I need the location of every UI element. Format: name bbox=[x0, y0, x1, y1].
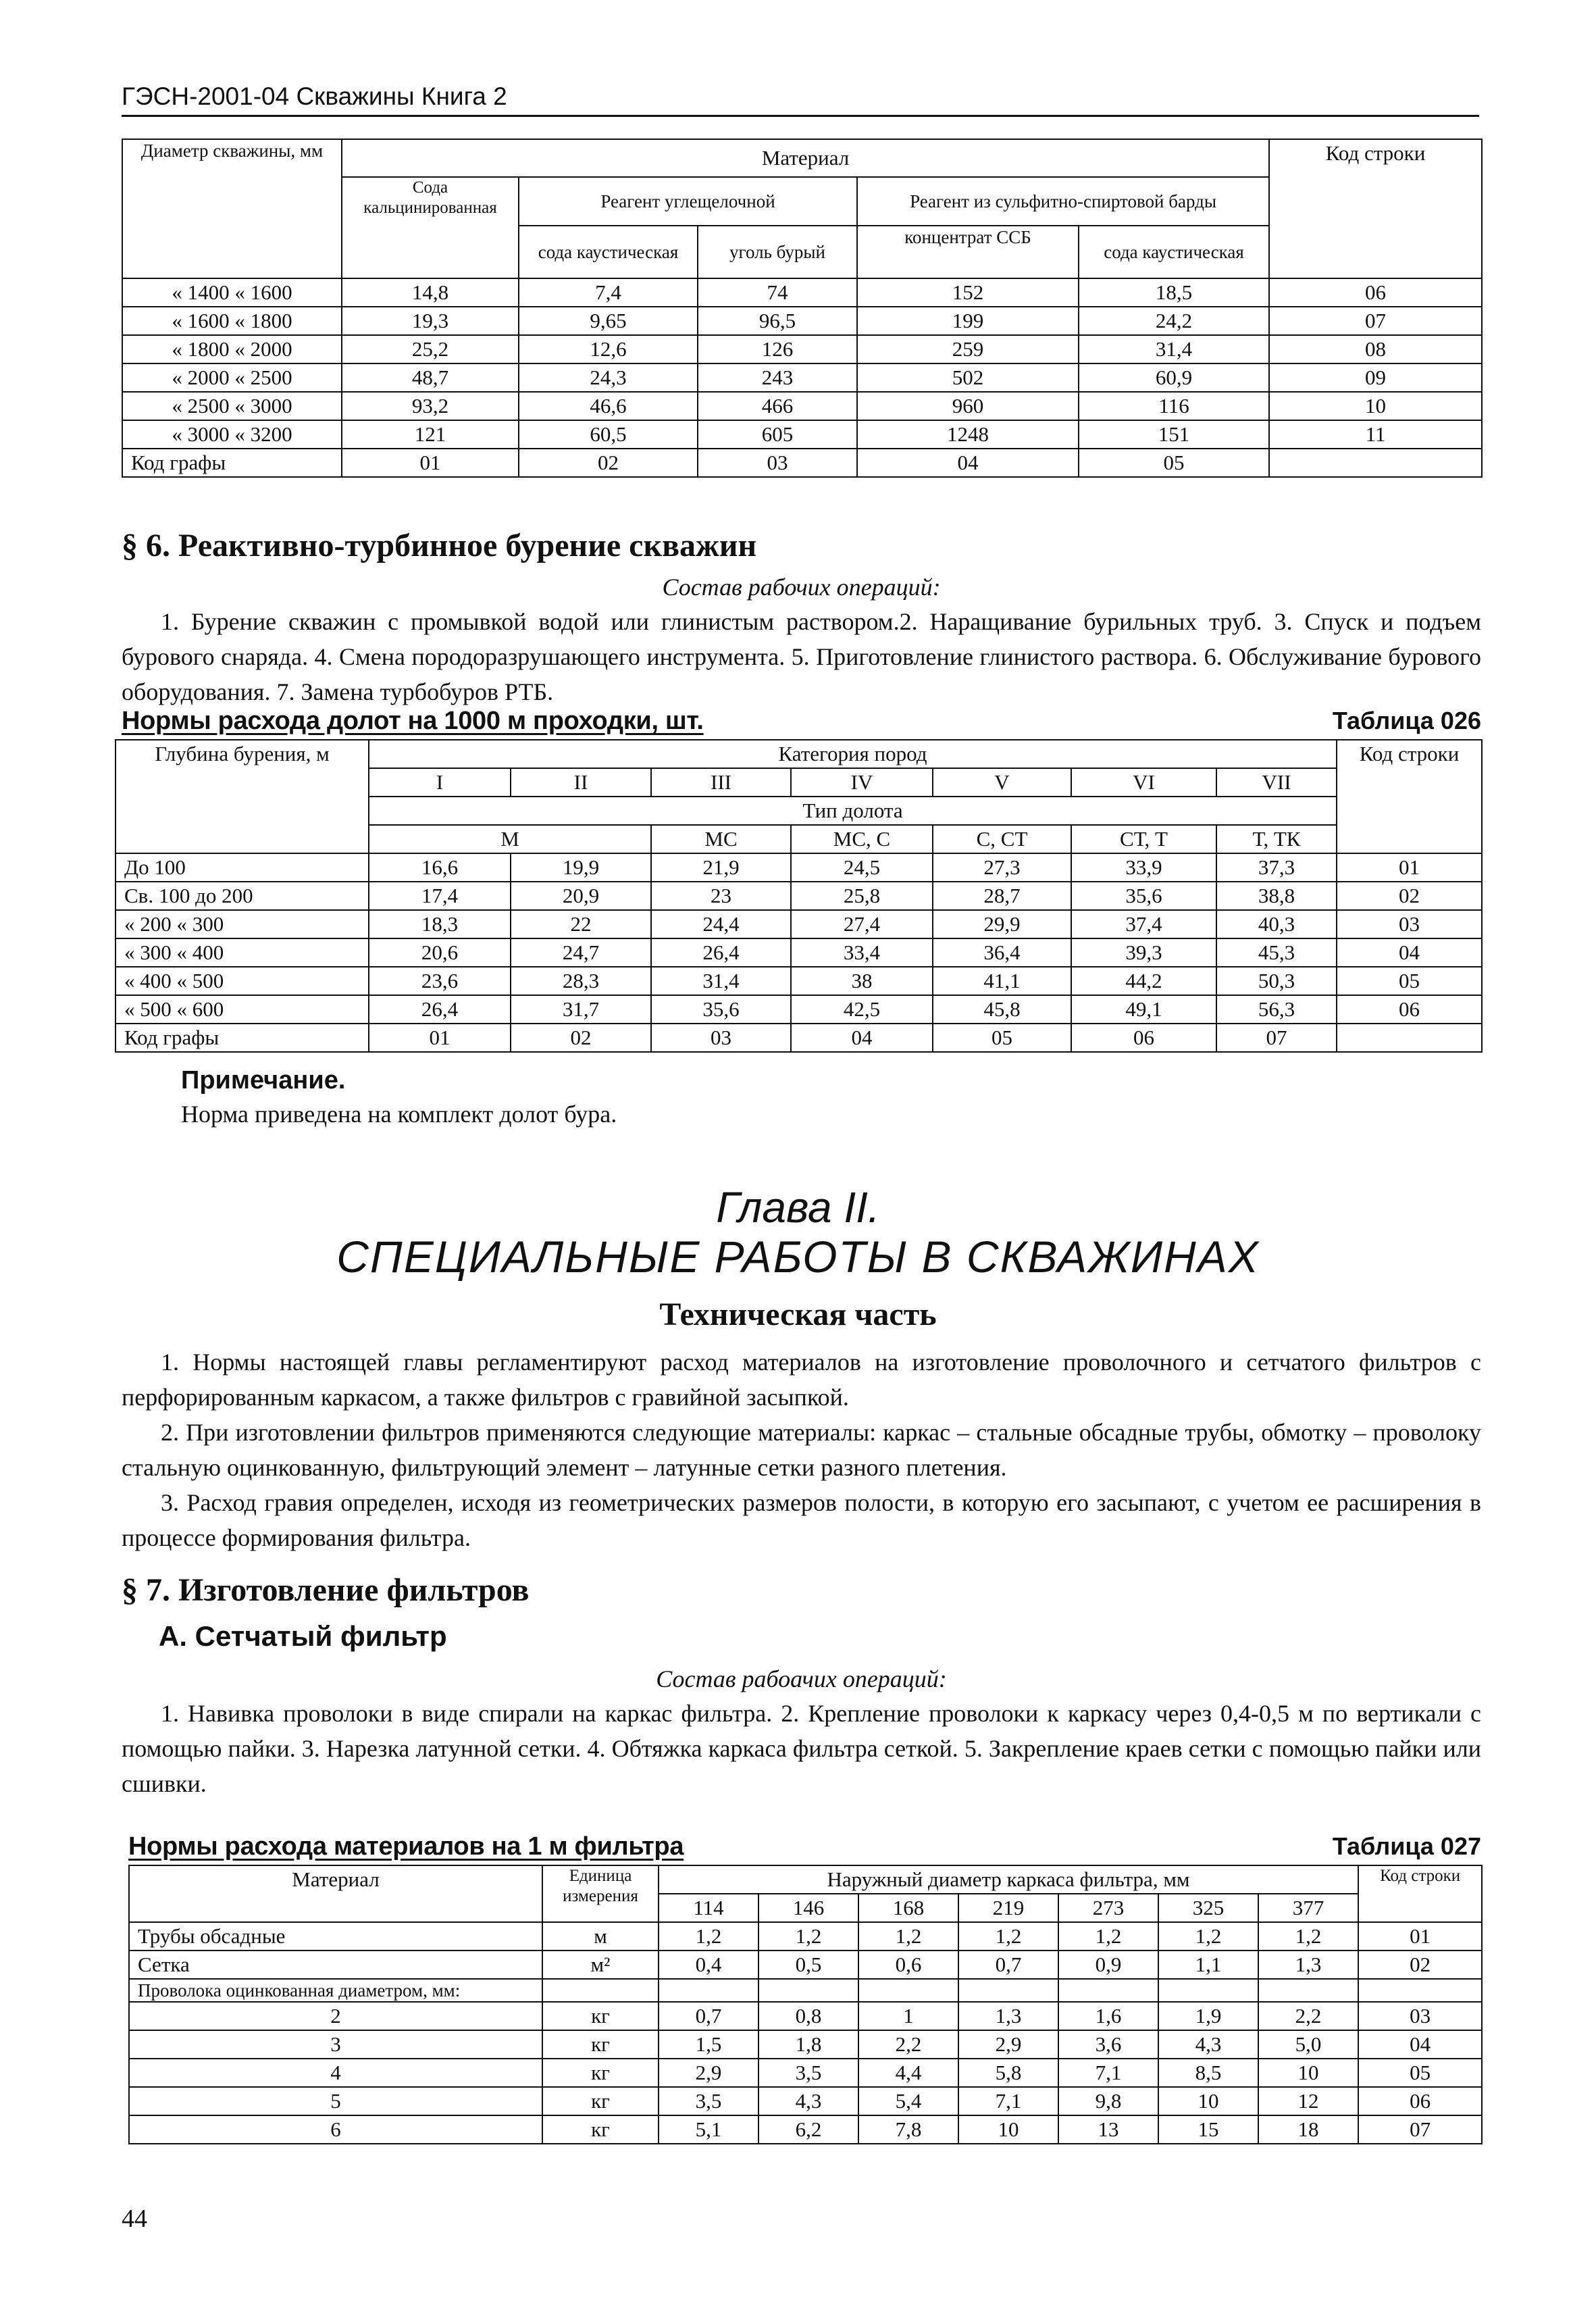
cat-III: III bbox=[651, 768, 791, 797]
table-026-caption: Нормы расхода долот на 1000 м проходки, шт. bbox=[122, 707, 704, 735]
section-7-ops-title: Состав рабоачих операций: bbox=[656, 1665, 947, 1692]
type-ms-s: МС, С bbox=[791, 825, 933, 853]
technical-part-title: Техническая часть bbox=[659, 1297, 937, 1332]
chapter-title: СПЕЦИАЛЬНЫЕ РАБОТЫ В СКВАЖИНАХ bbox=[336, 1232, 1260, 1282]
section-6-title: § 6. Реактивно-турбинное бурение скважин bbox=[122, 528, 757, 563]
table-027-number: Таблица 027 bbox=[1332, 1832, 1481, 1860]
section-6-ops-text: 1. Бурение скважин с промывкой водой или глинистым раствором.2. Наращивание бурильных труб. 3. Спуск и подъем бурового снаряда. 4. Смена породоразрушающего инструмента. 5. Приготовление глинистого раствора. 6. Обслуживание бурового оборудования. 7. Замена турбобуров РТБ. bbox=[122, 608, 1481, 705]
header-reagent-sulf: Реагент из сульфитно-спиртовой барды bbox=[857, 177, 1269, 226]
header-row-code: Код строки bbox=[1269, 139, 1482, 278]
note-title: Примечание. bbox=[181, 1066, 346, 1095]
chapter-number: Глава II. bbox=[716, 1183, 880, 1232]
table-row: « 1400 « 1600 14,8 7,4 74 152 18,5 06 bbox=[122, 278, 1482, 307]
table-row: 6 кг 5,1 6,2 7,8 10 13 15 18 07 bbox=[129, 2115, 1482, 2144]
header-konc: концентрат ССБ bbox=[857, 226, 1079, 278]
header-material: Материал bbox=[129, 1865, 542, 1922]
table-row-column-codes: Код графы 01 02 03 04 05 06 07 bbox=[115, 1024, 1482, 1052]
table-row-column-codes: Код графы 01 02 03 04 05 bbox=[122, 449, 1482, 477]
table-row: « 300 « 400 20,6 24,7 26,4 33,4 36,4 39,3 45,3 04 bbox=[115, 938, 1482, 967]
tech-paragraph-2: 2. При изготовлении фильтров применяются следующие материалы: каркас – стальные обсадные трубы, обмотку – проволоку стальную оцинкованную, фильтрующий элемент – латунные сетки разного плетения. bbox=[122, 1419, 1481, 1481]
table-027: Материал Единица измерения Наружный диаметр каркаса фильтра, мм Код строки 114 146 168 219 273 325 377 Трубы обсадные м 1,2 1,2 1,2 1,2 1,2 1,2 1,2 01 Сетка м² 0,4 0,5 0,6 0,7 0,9 1,1 1,3 02 Проволока оцинкованная диаметром, мм: 2 кг 0,7 0,8 1 1,3 1,6 1,9 2,2 03 3 кг 1,5 1,8 2,2 2,9 3,6 4,3 5,0 04 4 кг 2,9 3,5 4,4 5,8 7,1 8,5 10 05 5 кг 3,5 4,3 5,4 7,1 9,8 10 12 06 6 кг 5,1 6,2 7,8 10 13 15 18 07 bbox=[128, 1865, 1483, 2144]
running-header: ГЭСН-2001-04 Скважины Книга 2 bbox=[122, 82, 1479, 117]
type-m: М bbox=[369, 825, 651, 853]
table-row: « 200 « 300 18,3 22 24,4 27,4 29,9 37,4 40,3 03 bbox=[115, 910, 1482, 938]
header-reagent-ugl: Реагент углещелочной bbox=[519, 177, 857, 226]
table-026 bbox=[115, 739, 1483, 1053]
cat-II: II bbox=[511, 768, 651, 797]
header-soda-kaust-2: сода каустическая bbox=[1079, 226, 1269, 278]
type-ms: МС bbox=[651, 825, 791, 853]
table-row: Св. 100 до 200 17,4 20,9 23 25,8 28,7 35,6 38,8 02 bbox=[115, 882, 1482, 910]
table-row: « 1600 « 1800 19,3 9,65 96,5 199 24,2 07 bbox=[122, 307, 1482, 335]
header-diameter: Диаметр скважины, мм bbox=[122, 139, 342, 278]
type-st-t: СТ, Т bbox=[1071, 825, 1216, 853]
section-7-ops-text: 1. Навивка проволоки в виде спирали на каркас фильтра. 2. Крепление проволоки к каркасу через 0,4-0,5 м по вертикали с помощью пайки. 3. Нарезка латунной сетки. 4. Обтяжка каркаса фильтра сеткой. 5. Закрепление краев сетки с помощью пайки или сшивки. bbox=[122, 1700, 1481, 1797]
header-soda-kaust: сода каустическая bbox=[519, 226, 698, 278]
cat-V: V bbox=[933, 768, 1071, 797]
table-drill-materials-continued bbox=[122, 139, 1483, 478]
section-7-title: § 7. Изготовление фильтров bbox=[122, 1572, 530, 1608]
type-s-st: С, СТ bbox=[933, 825, 1071, 853]
table-row: « 500 « 600 26,4 31,7 35,6 42,5 45,8 49,1 56,3 06 bbox=[115, 995, 1482, 1024]
table-row: « 2500 « 3000 93,2 46,6 466 960 116 10 bbox=[122, 392, 1482, 420]
section-7-subsection-a: А. Сетчатый фильтр bbox=[159, 1620, 447, 1652]
tech-paragraph-3: 3. Расход гравия определен, исходя из геометрических размеров полости, в которую его засыпают, с учетом ее расширения в процессе формирования фильтра. bbox=[122, 1489, 1481, 1551]
header-row-code: Код строки bbox=[1358, 1865, 1482, 1922]
header-soda-kalc: Сода кальцинированная bbox=[342, 177, 519, 278]
table-row: Сетка м² 0,4 0,5 0,6 0,7 0,9 1,1 1,3 02 bbox=[129, 1951, 1482, 1979]
table-026-number: Таблица 026 bbox=[1332, 707, 1481, 734]
header-row-code: Код строки bbox=[1337, 740, 1482, 853]
note-text: Норма приведена на комплект долот бура. bbox=[181, 1101, 617, 1128]
page-number: 44 bbox=[122, 2205, 147, 2233]
table-row: « 1800 « 2000 25,2 12,6 126 259 31,4 08 bbox=[122, 335, 1482, 363]
table-row: До 100 16,6 19,9 21,9 24,5 27,3 33,9 37,3 01 bbox=[115, 853, 1482, 882]
table-row-wire-label: Проволока оцинкованная диаметром, мм: bbox=[129, 1979, 1482, 2002]
type-t-tk: Т, ТК bbox=[1216, 825, 1337, 853]
header-ugol: уголь бурый bbox=[698, 226, 857, 278]
table-027-caption: Нормы расхода материалов на 1 м фильтра bbox=[128, 1832, 684, 1861]
cat-I: I bbox=[369, 768, 511, 797]
cat-IV: IV bbox=[791, 768, 933, 797]
header-depth: Глубина бурения, м bbox=[115, 740, 369, 853]
section-6-ops-title: Состав рабочих операций: bbox=[662, 574, 941, 601]
table-row: 2 кг 0,7 0,8 1 1,3 1,6 1,9 2,2 03 bbox=[129, 2002, 1482, 2030]
table-row: 3 кг 1,5 1,8 2,2 2,9 3,6 4,3 5,0 04 bbox=[129, 2030, 1482, 2059]
cat-VII: VII bbox=[1216, 768, 1337, 797]
table-row: 4 кг 2,9 3,5 4,4 5,8 7,1 8,5 10 05 bbox=[129, 2059, 1482, 2087]
header-bit-type: Тип долота bbox=[369, 797, 1337, 825]
cat-VI: VI bbox=[1071, 768, 1216, 797]
header-outer-diameter: Наружный диаметр каркаса фильтра, мм bbox=[659, 1865, 1358, 1894]
table-row: « 3000 « 3200 121 60,5 605 1248 151 11 bbox=[122, 420, 1482, 449]
header-material: Материал bbox=[342, 139, 1269, 177]
table-row: « 2000 « 2500 48,7 24,3 243 502 60,9 09 bbox=[122, 363, 1482, 392]
tech-paragraph-1: 1. Нормы настоящей главы регламентируют расход материалов на изготовление проволочного и сетчатого фильтров с перфорированным каркасом, а также фильтров с гравийной засыпкой. bbox=[122, 1349, 1481, 1411]
header-rock-category: Категория пород bbox=[369, 740, 1337, 768]
table-row: « 400 « 500 23,6 28,3 31,4 38 41,1 44,2 50,3 05 bbox=[115, 967, 1482, 995]
table-row: Трубы обсадные м 1,2 1,2 1,2 1,2 1,2 1,2 1,2 01 bbox=[129, 1922, 1482, 1951]
header-unit: Единица измерения bbox=[542, 1865, 659, 1922]
table-row: 5 кг 3,5 4,3 5,4 7,1 9,8 10 12 06 bbox=[129, 2087, 1482, 2115]
